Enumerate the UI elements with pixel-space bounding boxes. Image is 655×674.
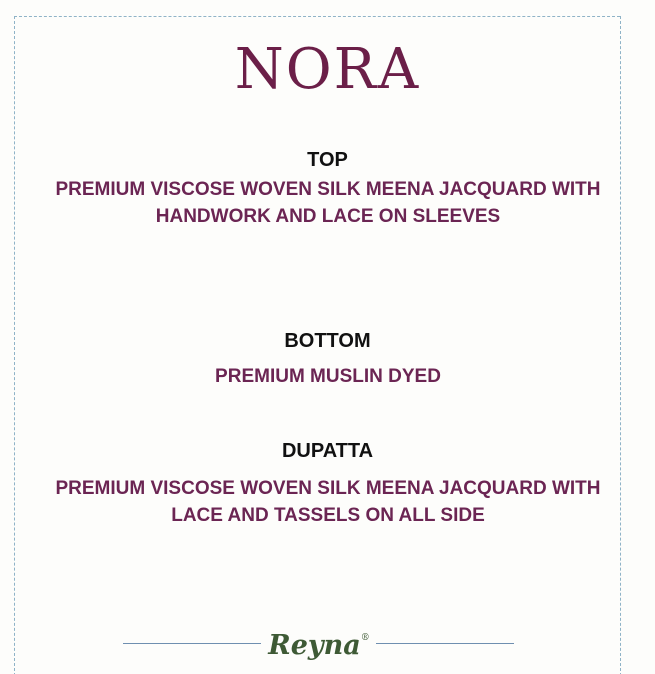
brand-logo [263, 620, 375, 664]
section-heading-top: TOP [307, 149, 348, 171]
section-heading-dupatta: DUPATTA [281, 440, 374, 462]
section-description-bottom: PREMIUM MUSLIN DYED [215, 366, 441, 387]
registered-mark: ® [360, 633, 370, 643]
footer-divider-right [376, 643, 514, 644]
section-heading-bottom: BOTTOM [284, 330, 371, 352]
dashed-border-top [14, 16, 620, 17]
footer-divider-left [123, 643, 261, 644]
brand-logo-text: Reyna [268, 630, 361, 661]
section-description-dupatta: PREMIUM VISCOSE WOVEN SILK MEENA JACQUARD WITH LACE AND TASSELS ON ALL SIDE [55, 478, 601, 526]
section-description-top: PREMIUM VISCOSE WOVEN SILK MEENA JACQUARD WITH HANDWORK AND LACE ON SLEEVES [55, 179, 601, 227]
product-title: NORA [234, 37, 421, 102]
